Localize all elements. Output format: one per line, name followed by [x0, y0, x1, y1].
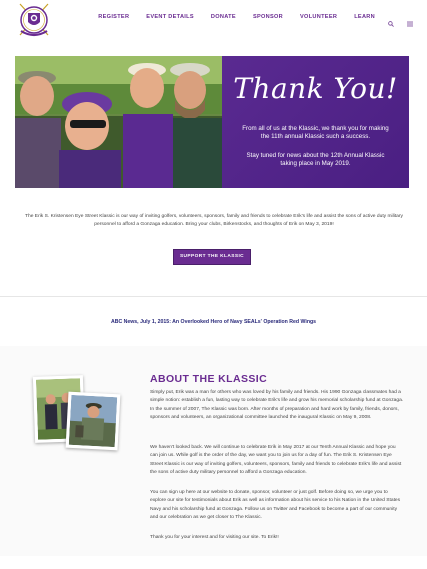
- nav-donate[interactable]: DONATE: [210, 14, 236, 20]
- about-photo-2: [66, 392, 121, 451]
- hero-golfers-photo: [15, 56, 222, 188]
- nav-register[interactable]: REGISTER: [98, 14, 130, 20]
- about-paragraph-1: Simply put, Erik was a man for others who was loved by his family and friends. His 1990 Gonzaga classmates had a simple notion: establish a fun, lasting way to celebrate Erik's life and grow his memorial scholarship fund at Gonzaga. In the summer of 2007, The Klassic was born. After months of preparation and hard work by family, friends, donors, sponsors and volunteers, an organizational committee launched the inaugural Klassic on May 9, 2008.: [150, 390, 404, 421]
- about-paragraph-2: We haven't looked back. We will continue to celebrate Erik in May 2017 at our Tenth Annual Klassic and hope you can join us. While golf is the order of the day, we want you to join us for a day of fun. The Erik S. Kristensen Eye Street Klassic is our way of inviting golfers, volunteers, sponsors, family and friends to celebrate Erik's life and assist the sons of active duty military personnel to afford a Gonzaga education.: [150, 445, 402, 476]
- main-nav: [98, 14, 413, 20]
- nav-volunteer[interactable]: VOLUNTEER: [300, 14, 338, 20]
- menu-icon[interactable]: [407, 14, 413, 20]
- about-paragraph-4: Thank you for your interest and for visiting our site. To Erik!!: [150, 535, 279, 540]
- nav-sponsor[interactable]: SPONSOR: [252, 14, 284, 20]
- intro-text: The Erik S. Kristensen Eye Street Klassic is our way of inviting golfers, volunteers, sponsors, family and friends to celebrate Erik's life and assist the sons of active duty military personnel to afford a Gonzaga education. Bring your clubs, Birkenstocks, and thoughts of Erik on May 3, 2019!: [25, 214, 403, 228]
- nav-learn[interactable]: LEARN: [354, 14, 375, 20]
- hero-line-1: From all of us at the Klassic, we thank you for making the 11th annual Klassic such a success.: [242, 125, 389, 140]
- search-icon[interactable]: [388, 14, 394, 20]
- hero-banner: [15, 56, 409, 188]
- abc-news-link[interactable]: ABC News, July 1, 2015: An Overlooked Hero of Navy SEALs' Operation Red Wings: [110, 319, 317, 325]
- hero-title: Thank You!: [233, 72, 398, 105]
- about-paragraph-3: You can sign up here at our website to donate, sponsor, volunteer or just golf. Before doing so, we urge you to explore our site for testimonials about Erik as well as information about his service to his Nation in the United States Navy and his scholarship fund at Gonzaga. Follow us on Twitter and Facebook to become a part of our community and our celebration as we get closer to The Klassic.: [150, 490, 401, 521]
- klassic-logo[interactable]: [14, 1, 54, 41]
- nav-event-details[interactable]: EVENT DETAILS: [146, 14, 194, 20]
- support-the-klassic-button[interactable]: SUPPORT THE KLASSIC: [173, 249, 251, 265]
- site-header: [0, 0, 427, 44]
- hero-message-panel: [222, 56, 409, 188]
- hero-line-2: Stay tuned for news about the 12th Annual Klassic taking place in May 2019.: [246, 152, 385, 167]
- divider: [0, 296, 427, 297]
- about-title: ABOUT THE KLASSIC: [150, 373, 268, 385]
